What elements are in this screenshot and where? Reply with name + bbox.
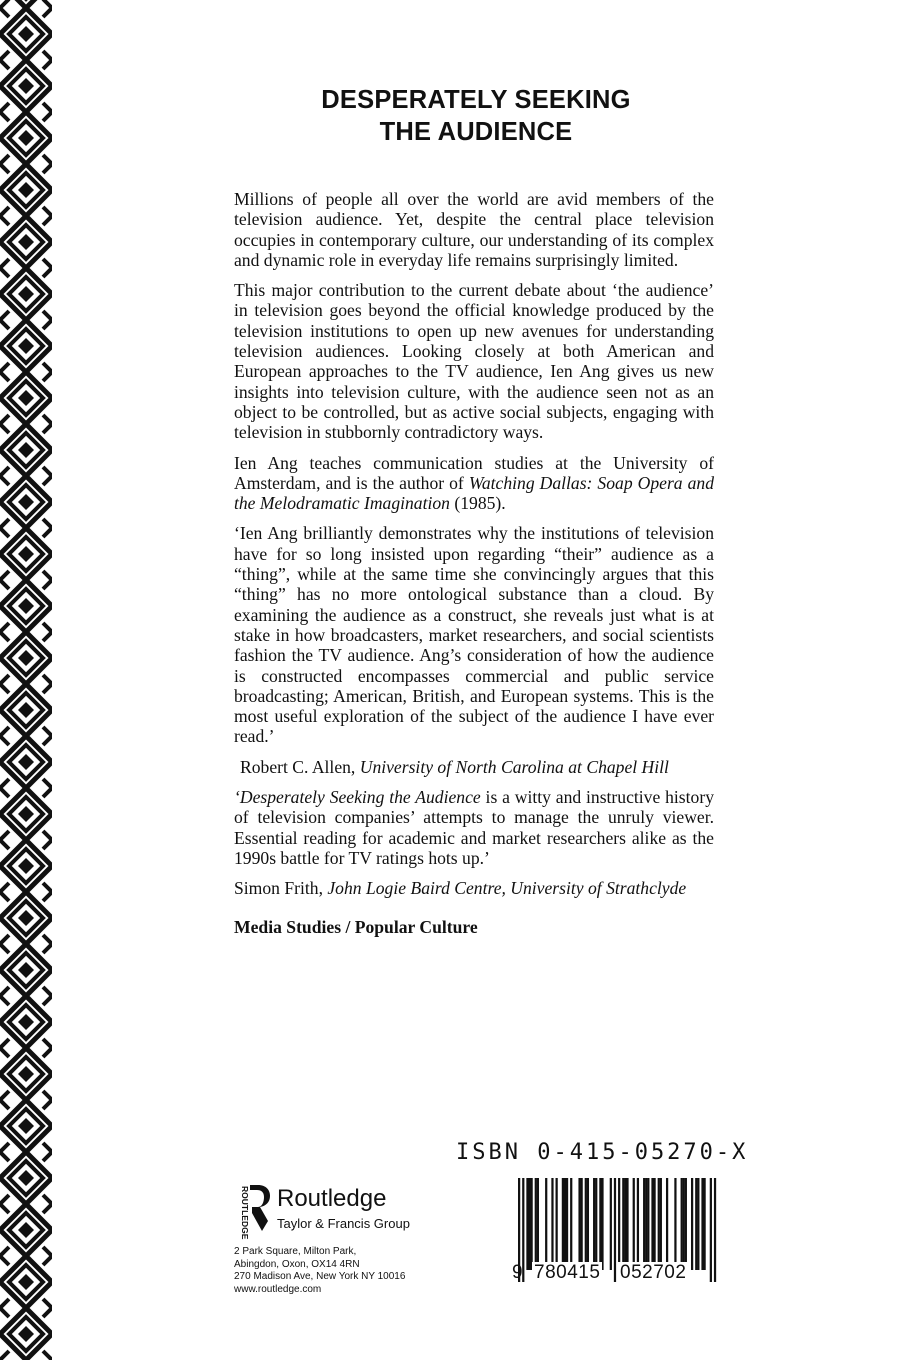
barcode-bar [633, 1178, 635, 1270]
barcode-bar [647, 1178, 649, 1270]
publisher-name: Routledge [277, 1185, 387, 1212]
reviewer-affiliation-1: University of North Carolina at Chapel Hill [359, 756, 669, 777]
routledge-logo-icon [248, 1183, 272, 1233]
barcode-lead-digit: 9 [512, 1262, 523, 1283]
review-quote-2-text: is a witty and instructive history of television companies’ attempts to manage the unruly viewer. Essential reading for academic and market researchers alike as the 1990s battle for TV ratings hots up.’ [234, 787, 714, 868]
blurb-paragraph-2: This major contribution to the current debate about ‘the audience’ in television goes beyond the official knowledge produced by the television institutions to open up new avenues for understanding television audiences. Looking closely at both American and European approaches to the TV audience, Ien Ang gives us new insights into television culture, with the audience seen not as an object to be controlled, but as active social subjects, engaging with television in stubbornly contradictory ways. [234, 280, 714, 443]
address-line-2: Abingdon, Oxon, OX14 4RN [234, 1258, 360, 1270]
barcode-bar [595, 1178, 597, 1270]
barcode-bar [637, 1178, 639, 1270]
previous-book-title: Watching Dallas: Soap Opera and the Melodramatic Imagination [234, 472, 714, 514]
barcode-bar [660, 1178, 662, 1270]
publisher-website: www.routledge.com [234, 1283, 322, 1295]
decorative-border [0, 0, 52, 1360]
barcode-bar [551, 1178, 553, 1270]
barcode-bar [599, 1178, 601, 1270]
review-attribution-2 [234, 878, 714, 898]
barcode-bar [683, 1178, 685, 1270]
isbn-number: ISBN 0-415-05270-X [456, 1140, 749, 1165]
barcode-bar [614, 1178, 616, 1282]
barcode-bar [556, 1178, 558, 1270]
barcode-bar [535, 1178, 537, 1270]
barcode-bar [691, 1178, 693, 1270]
barcode-bar [710, 1178, 712, 1282]
barcode-bar [714, 1178, 716, 1282]
book-title [240, 84, 712, 148]
barcode-bar [537, 1178, 539, 1270]
barcode-bar [562, 1178, 564, 1270]
publisher-vertical-logotype [233, 1186, 250, 1240]
barcode-bar [624, 1178, 626, 1270]
barcode-bar [566, 1178, 568, 1270]
barcode-bar [645, 1178, 647, 1270]
title-line-2: THE AUDIENCE [379, 118, 573, 146]
barcode-bar [622, 1178, 624, 1270]
barcode-bar [703, 1178, 705, 1270]
barcode-bar [674, 1178, 676, 1270]
barcode-bar [526, 1178, 528, 1270]
barcode-bar [585, 1178, 587, 1270]
reviewer-name-2: Simon Frith, [234, 878, 328, 899]
barcode-bar [570, 1178, 572, 1270]
barcode-bar [587, 1178, 589, 1270]
blurb-paragraph-1: Millions of people all over the world are avid members of the television audience. Yet, despite the central place television occupies in contemporary culture, our understanding of its complex and dynamic role in everyday life remains surprisingly limited. [234, 189, 714, 270]
barcode-bar [666, 1178, 668, 1270]
barcode-bar [701, 1178, 703, 1270]
barcode-bar [658, 1178, 660, 1270]
barcode-bar [601, 1178, 603, 1270]
barcode-bar [528, 1178, 530, 1270]
barcode-bar [695, 1178, 697, 1270]
review-quote-2-title: ‘Desperately Seeking the Audience [234, 787, 481, 808]
subject-category: Media Studies / Popular Culture [234, 916, 478, 937]
title-line-1: DESPERATELY SEEKING [321, 86, 631, 114]
reviewer-affiliation-2: John Logie Baird Centre, University of Strathclyde [327, 878, 687, 899]
reviewer-name-1: Robert C. Allen, [240, 756, 360, 777]
barcode-bar [610, 1178, 612, 1270]
barcode-bar [545, 1178, 547, 1270]
author-bio-year: (1985). [449, 493, 506, 514]
diamond-pattern-icon [0, 0, 52, 1360]
review-quote-2 [234, 787, 714, 868]
author-bio-text: Ien Ang teaches communication studies at the University of Amsterdam, and is the author of [234, 452, 714, 493]
barcode-bar [651, 1178, 653, 1270]
publisher-group: Taylor & Francis Group [277, 1216, 410, 1231]
barcode-bar [593, 1178, 595, 1270]
review-quote-1: ‘Ien Ang brilliantly demonstrates why the institutions of television have for so long insisted upon regarding “their” audience as a “thing”, while at the same time she convincingly argues that this “thing” has no more ontological substance than a cloud. By examining the audience as a construct, she reveals just what is at stake in how broadcasters, market researchers, and social scientists fashion the TV audience. Ang’s consideration of how the audience is constructed encompasses commercial and public service broadcasting; American, British, and European systems. This is the most useful exploration of the subject of the audience I have ever read.’ [234, 523, 714, 747]
barcode-bar [681, 1178, 683, 1270]
barcode-bar [581, 1178, 583, 1270]
review-attribution-1 [234, 757, 714, 777]
barcode-bar [564, 1178, 566, 1270]
barcode-bar [531, 1178, 533, 1270]
barcode-bar [643, 1178, 645, 1270]
barcode-bar [626, 1178, 628, 1270]
barcode-bar [653, 1178, 655, 1270]
barcode-bar [697, 1178, 699, 1270]
back-cover-blurb [234, 189, 714, 947]
barcode-bar [685, 1178, 687, 1270]
barcode-group-2: 052702 [620, 1262, 687, 1283]
vertical-logotype-text: ROUTLEDGE [240, 1186, 250, 1240]
address-line-1: 2 Park Square, Milton Park, [234, 1246, 357, 1257]
barcode-group-1: 780415 [534, 1262, 601, 1283]
author-bio [234, 453, 714, 514]
barcode-bar [578, 1178, 580, 1270]
publisher-address [234, 1246, 405, 1296]
address-line-3: 270 Madison Ave, New York NY 10016 [234, 1271, 406, 1282]
